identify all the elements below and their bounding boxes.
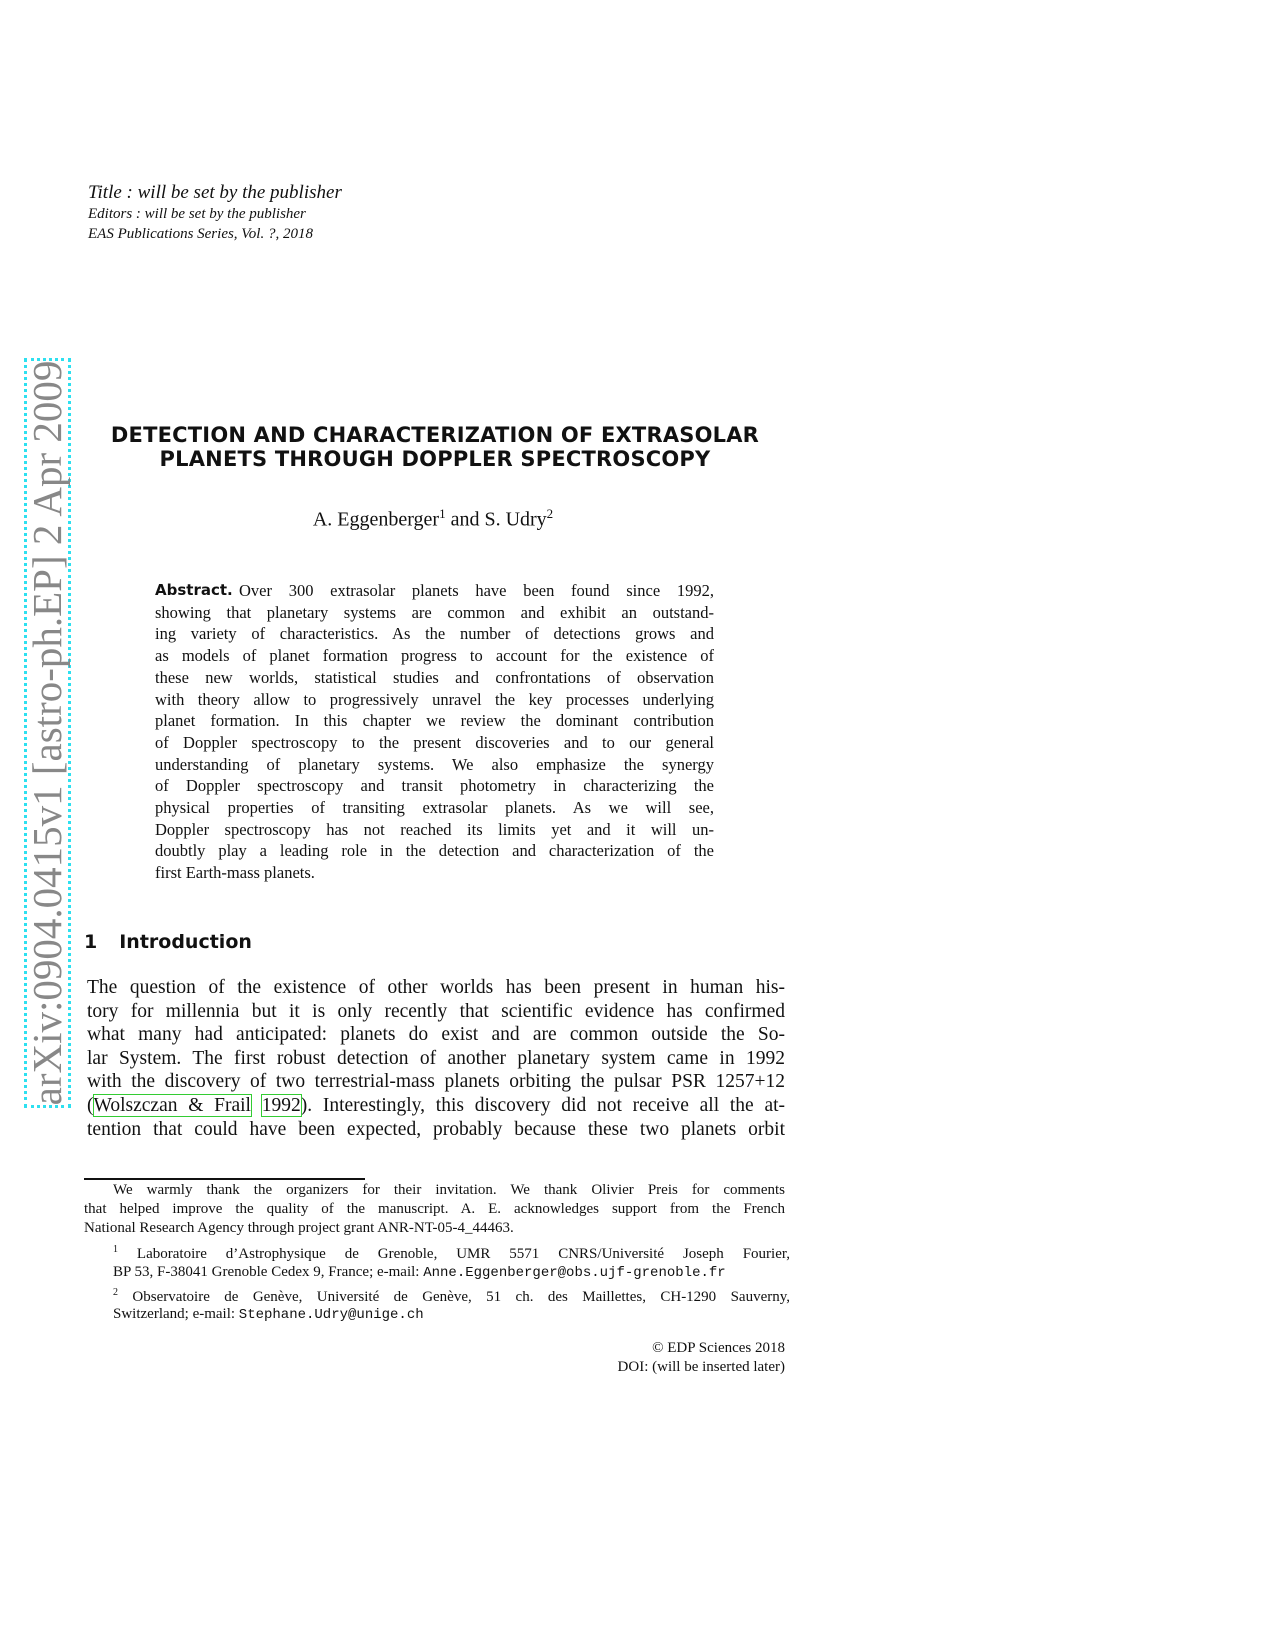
abstract-line: understanding of planetary systems. We also emphasize the synergy xyxy=(155,754,714,774)
email-link[interactable]: Stephane.Udry@unige.ch xyxy=(238,1307,424,1323)
abstract-line: as models of planet formation progress to account for the existence of xyxy=(155,646,714,666)
abstract-line: Over 300 extrasolar planets have been found since 1992, xyxy=(239,581,714,600)
author-1: A. Eggenberger xyxy=(312,508,440,531)
intro-line-text: ). Interestingly, this discovery did not receive all the at- xyxy=(300,1095,786,1116)
intro-line: lar System. The first robust detection of another planetary system came in 1992 xyxy=(87,1047,785,1069)
footnote-mark: 2 xyxy=(113,1287,118,1298)
authors xyxy=(0,506,866,532)
intro-line: The question of the existence of other worlds has been present in human his- xyxy=(87,977,785,998)
arxiv-stamp: arXiv:0904.0415v1 [astro-ph.EP] 2 Apr 2009 xyxy=(24,360,70,1106)
abstract-line: planet formation. In this chapter we review the dominant contribution xyxy=(155,711,714,731)
affil-mark-1: 1 xyxy=(439,506,446,521)
footnote-thanks-line: that helped improve the quality of the manuscript. A. E. acknowledges support from the French xyxy=(84,1201,785,1217)
publisher-series: EAS Publications Series, Vol. ?, 2018 xyxy=(88,226,313,242)
intro-line: tory for millennia but it is only recently that scientific evidence has confirmed xyxy=(87,1000,785,1022)
publisher-editors: Editors : will be set by the publisher xyxy=(88,206,306,222)
footnote-text: BP 53, F-38041 Grenoble Cedex 9, France; e-mail: xyxy=(113,1264,424,1280)
abstract-line: first Earth-mass planets. xyxy=(155,863,315,883)
abstract-line: Doppler spectroscopy has not reached its limits yet and it will un- xyxy=(155,819,714,839)
email-link[interactable]: Anne.Eggenberger@obs.ujf-grenoble.fr xyxy=(423,1265,726,1281)
publisher-title: Title : will be set by the publisher xyxy=(88,182,342,203)
intro-line: with the discovery of two terrestrial-mass planets orbiting the pulsar PSR 1257+12 xyxy=(87,1071,785,1093)
section-title: Introduction xyxy=(119,931,252,953)
author-2: and S. Udry xyxy=(445,508,547,531)
footnote-thanks-line: We warmly thank the organizers for their invitation. We thank Olivier Preis for comments xyxy=(113,1182,785,1198)
abstract-line: showing that planetary systems are common and exhibit an outstand- xyxy=(155,602,714,622)
abstract-label: Abstract. xyxy=(155,581,233,599)
affil-mark-2: 2 xyxy=(546,506,554,521)
footnote-1-line-2 xyxy=(113,1264,726,1281)
footnote-text: Switzerland; e-mail: xyxy=(113,1306,239,1322)
intro-line: tention that could have been expected, probably because these two planets orbit xyxy=(87,1119,785,1140)
abstract-line: physical properties of transiting extrasolar planets. As we will see, xyxy=(155,798,714,817)
abstract-line: of Doppler spectroscopy and transit photometry in characterizing the xyxy=(155,776,714,796)
footnote-2-line-2 xyxy=(113,1306,424,1323)
abstract-line: doubtly play a leading role in the detection and characterization of the xyxy=(155,841,714,861)
copyright: © EDP Sciences 2018 xyxy=(652,1340,785,1356)
section-number: 1 xyxy=(84,931,98,953)
citation-authors-link[interactable]: Wolszczan & Frail xyxy=(93,1095,251,1116)
footnote-thanks-line: National Research Agency through project grant ANR-NT-05-4_44463. xyxy=(84,1220,514,1236)
abstract-line: of Doppler spectroscopy to the present discoveries and to our general xyxy=(155,732,714,752)
cite-paren: ( xyxy=(87,1095,94,1116)
footnote-1 xyxy=(113,1244,790,1263)
paper-title-line-2: PLANETS THROUGH DOPPLER SPECTROSCOPY xyxy=(159,447,711,471)
footnote-text: Observatoire de Genève, Université de Genève, 51 ch. des Maillettes, CH-1290 Sauverny, xyxy=(132,1289,791,1305)
paper-title-line-1: DETECTION AND CHARACTERIZATION OF EXTRASOLAR xyxy=(110,423,760,447)
abstract-line: these new worlds, statistical studies and confrontations of observation xyxy=(155,667,714,687)
section-heading xyxy=(84,931,252,953)
footnote-text: Laboratoire d’Astrophysique de Grenoble, UMR 5571 CNRS/Université Joseph Fourier, xyxy=(136,1246,791,1262)
intro-line xyxy=(87,1095,785,1117)
footnote-2 xyxy=(113,1287,790,1306)
footnote-rule xyxy=(84,1178,365,1180)
abstract-line: ing variety of characteristics. As the number of detections grows and xyxy=(155,624,714,644)
intro-line: what many had anticipated: planets do exist and are common outside the So- xyxy=(87,1024,785,1046)
citation-year-link[interactable]: 1992 xyxy=(261,1095,301,1116)
footnote-mark: 1 xyxy=(113,1244,118,1255)
doi: DOI: (will be inserted later) xyxy=(617,1359,785,1375)
abstract-line: with theory allow to progressively unravel the key processes underlying xyxy=(155,689,714,709)
